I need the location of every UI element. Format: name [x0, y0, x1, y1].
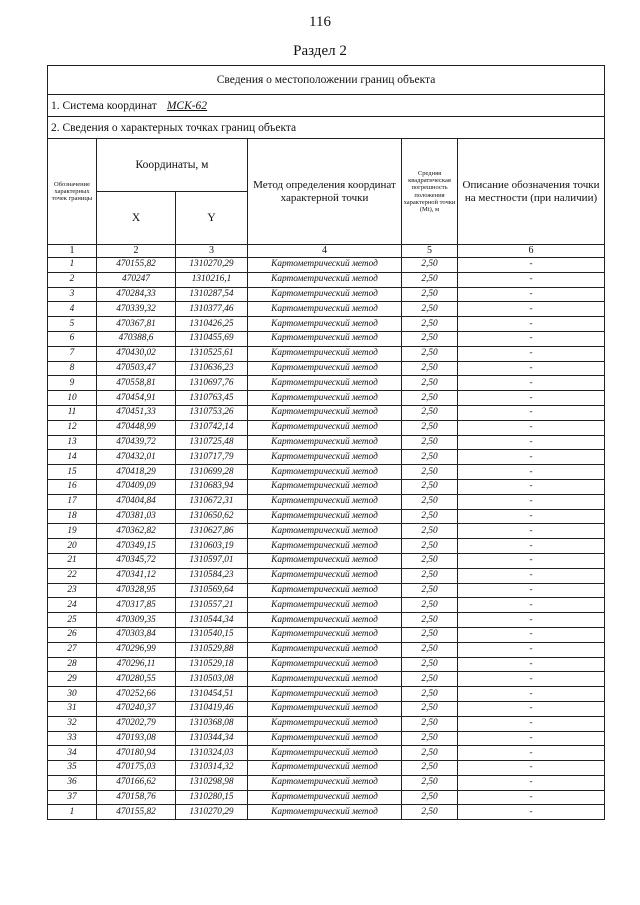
error-cell: 2,50 [402, 701, 458, 716]
coordinate-x: 470439,72 [97, 435, 176, 450]
coordinate-x: 470362,82 [97, 524, 176, 539]
header-point-designation: Обозначение характерных точек границы [48, 139, 97, 245]
description-cell: - [458, 583, 605, 598]
coordinate-x: 470155,82 [97, 805, 176, 820]
coordinate-x: 470202,79 [97, 716, 176, 731]
point-number: 31 [48, 701, 97, 716]
error-cell: 2,50 [402, 761, 458, 776]
error-cell: 2,50 [402, 583, 458, 598]
description-cell: - [458, 598, 605, 613]
method-cell: Картометрический метод [248, 642, 402, 657]
description-cell: - [458, 465, 605, 480]
description-cell: - [458, 361, 605, 376]
table-row [48, 746, 605, 761]
description-cell: - [458, 494, 605, 509]
point-number: 5 [48, 317, 97, 332]
table-row [48, 598, 605, 613]
coordinate-y: 1310597,01 [176, 553, 248, 568]
method-cell: Картометрический метод [248, 761, 402, 776]
coordinate-x: 470155,82 [97, 258, 176, 273]
description-cell: - [458, 420, 605, 435]
table-row [48, 687, 605, 702]
coordinate-y: 1310544,34 [176, 613, 248, 628]
method-cell: Картометрический метод [248, 583, 402, 598]
method-cell: Картометрический метод [248, 539, 402, 554]
method-cell: Картометрический метод [248, 701, 402, 716]
coordinate-y: 1310216,1 [176, 272, 248, 287]
coordinate-y: 1310377,46 [176, 302, 248, 317]
coordinate-x: 470247 [97, 272, 176, 287]
description-cell: - [458, 524, 605, 539]
coordinate-system-row [48, 95, 605, 117]
coordinate-x: 470367,81 [97, 317, 176, 332]
method-cell: Картометрический метод [248, 272, 402, 287]
point-number: 10 [48, 391, 97, 406]
table-row [48, 553, 605, 568]
point-number: 27 [48, 642, 97, 657]
description-cell: - [458, 613, 605, 628]
error-cell: 2,50 [402, 405, 458, 420]
coordinate-y: 1310697,76 [176, 376, 248, 391]
error-cell: 2,50 [402, 331, 458, 346]
error-cell: 2,50 [402, 687, 458, 702]
description-cell: - [458, 479, 605, 494]
error-cell: 2,50 [402, 465, 458, 480]
header-row-1 [48, 139, 605, 192]
error-cell: 2,50 [402, 361, 458, 376]
coordinate-x: 470296,99 [97, 642, 176, 657]
point-number: 1 [48, 805, 97, 820]
coordinate-x: 470430,02 [97, 346, 176, 361]
description-cell: - [458, 258, 605, 273]
table-row [48, 272, 605, 287]
coordinate-x: 470252,66 [97, 687, 176, 702]
method-cell: Картометрический метод [248, 553, 402, 568]
table-row [48, 361, 605, 376]
point-number: 25 [48, 613, 97, 628]
method-cell: Картометрический метод [248, 317, 402, 332]
method-cell: Картометрический метод [248, 361, 402, 376]
coordinate-y: 1310650,62 [176, 509, 248, 524]
coordinate-x: 470309,35 [97, 613, 176, 628]
table-row [48, 346, 605, 361]
error-cell: 2,50 [402, 287, 458, 302]
table-row [48, 613, 605, 628]
point-number: 20 [48, 539, 97, 554]
description-cell: - [458, 627, 605, 642]
method-cell: Картометрический метод [248, 627, 402, 642]
error-cell: 2,50 [402, 524, 458, 539]
coordinate-x: 470345,72 [97, 553, 176, 568]
header-y: Y [176, 192, 248, 245]
error-cell: 2,50 [402, 672, 458, 687]
point-number: 16 [48, 479, 97, 494]
method-cell: Картометрический метод [248, 465, 402, 480]
description-cell: - [458, 391, 605, 406]
description-cell: - [458, 435, 605, 450]
table-row [48, 775, 605, 790]
coordinate-y: 1310298,98 [176, 775, 248, 790]
description-cell: - [458, 317, 605, 332]
coordinate-y: 1310540,15 [176, 627, 248, 642]
error-cell: 2,50 [402, 272, 458, 287]
point-number: 8 [48, 361, 97, 376]
coordinate-y: 1310557,21 [176, 598, 248, 613]
method-cell: Картометрический метод [248, 775, 402, 790]
point-number: 19 [48, 524, 97, 539]
error-cell: 2,50 [402, 346, 458, 361]
table-row [48, 568, 605, 583]
table-row [48, 716, 605, 731]
coordinate-x: 470388,6 [97, 331, 176, 346]
description-cell: - [458, 731, 605, 746]
table-row [48, 405, 605, 420]
coordinate-x: 470341,12 [97, 568, 176, 583]
method-cell: Картометрический метод [248, 613, 402, 628]
table-row [48, 302, 605, 317]
point-number: 21 [48, 553, 97, 568]
method-cell: Картометрический метод [248, 479, 402, 494]
coordinate-y: 1310627,86 [176, 524, 248, 539]
coordinate-x: 470193,08 [97, 731, 176, 746]
coordinate-y: 1310763,45 [176, 391, 248, 406]
table-row [48, 450, 605, 465]
method-cell: Картометрический метод [248, 746, 402, 761]
table-row [48, 627, 605, 642]
point-number: 15 [48, 465, 97, 480]
column-number-row [48, 245, 605, 258]
table-row [48, 761, 605, 776]
description-cell: - [458, 805, 605, 820]
method-cell: Картометрический метод [248, 346, 402, 361]
description-cell: - [458, 687, 605, 702]
coordinate-y: 1310503,08 [176, 672, 248, 687]
method-cell: Картометрический метод [248, 509, 402, 524]
error-cell: 2,50 [402, 627, 458, 642]
coordinate-x: 470451,33 [97, 405, 176, 420]
table-row [48, 805, 605, 820]
method-cell: Картометрический метод [248, 598, 402, 613]
coordinate-y: 1310368,08 [176, 716, 248, 731]
point-number: 26 [48, 627, 97, 642]
description-cell: - [458, 331, 605, 346]
coordinate-y: 1310529,88 [176, 642, 248, 657]
method-cell: Картометрический метод [248, 391, 402, 406]
method-cell: Картометрический метод [248, 435, 402, 450]
coordinate-x: 470432,01 [97, 450, 176, 465]
point-number: 11 [48, 405, 97, 420]
description-cell: - [458, 642, 605, 657]
coordinate-y: 1310344,34 [176, 731, 248, 746]
method-cell: Картометрический метод [248, 331, 402, 346]
coordinate-system-label: 1. Система координат [51, 99, 157, 112]
table-row [48, 790, 605, 805]
table-row [48, 539, 605, 554]
coordinate-x: 470240,37 [97, 701, 176, 716]
table-row [48, 509, 605, 524]
point-number: 29 [48, 672, 97, 687]
method-cell: Картометрический метод [248, 731, 402, 746]
description-cell: - [458, 287, 605, 302]
description-cell: - [458, 761, 605, 776]
coordinate-x: 470303,84 [97, 627, 176, 642]
boundary-points-table [47, 65, 605, 820]
error-cell: 2,50 [402, 391, 458, 406]
method-cell: Картометрический метод [248, 524, 402, 539]
table-title-row [48, 66, 605, 95]
point-number: 3 [48, 287, 97, 302]
coordinate-x: 470503,47 [97, 361, 176, 376]
coordinate-y: 1310455,69 [176, 331, 248, 346]
coordinate-y: 1310742,14 [176, 420, 248, 435]
table-row [48, 524, 605, 539]
point-number: 32 [48, 716, 97, 731]
error-cell: 2,50 [402, 539, 458, 554]
error-cell: 2,50 [402, 509, 458, 524]
column-number: 1 [48, 245, 97, 258]
point-number: 9 [48, 376, 97, 391]
coordinate-y: 1310280,15 [176, 790, 248, 805]
column-number: 4 [248, 245, 402, 258]
coordinate-y: 1310584,23 [176, 568, 248, 583]
coordinate-y: 1310717,79 [176, 450, 248, 465]
coordinate-x: 470339,32 [97, 302, 176, 317]
table-row [48, 317, 605, 332]
point-number: 17 [48, 494, 97, 509]
coordinate-y: 1310454,51 [176, 687, 248, 702]
table-row [48, 583, 605, 598]
table-row [48, 465, 605, 480]
description-cell: - [458, 701, 605, 716]
coordinate-x: 470175,03 [97, 761, 176, 776]
description-cell: - [458, 346, 605, 361]
table-row [48, 657, 605, 672]
point-number: 6 [48, 331, 97, 346]
error-cell: 2,50 [402, 553, 458, 568]
error-cell: 2,50 [402, 479, 458, 494]
table-body [48, 66, 605, 820]
coordinate-y: 1310725,48 [176, 435, 248, 450]
coordinate-y: 1310569,64 [176, 583, 248, 598]
coordinate-y: 1310270,29 [176, 258, 248, 273]
method-cell: Картометрический метод [248, 672, 402, 687]
header-coordinates: Координаты, м [97, 139, 248, 192]
description-cell: - [458, 450, 605, 465]
error-cell: 2,50 [402, 420, 458, 435]
description-cell: - [458, 775, 605, 790]
error-cell: 2,50 [402, 731, 458, 746]
point-number: 30 [48, 687, 97, 702]
coordinate-y: 1310636,23 [176, 361, 248, 376]
error-cell: 2,50 [402, 317, 458, 332]
description-cell: - [458, 672, 605, 687]
coordinate-x: 470448,99 [97, 420, 176, 435]
method-cell: Картометрический метод [248, 790, 402, 805]
coordinate-x: 470349,15 [97, 539, 176, 554]
column-number: 2 [97, 245, 176, 258]
error-cell: 2,50 [402, 302, 458, 317]
coordinate-y: 1310419,46 [176, 701, 248, 716]
error-cell: 2,50 [402, 376, 458, 391]
table-row [48, 376, 605, 391]
header-description: Описание обозначения точки на местности (при наличии) [458, 139, 605, 245]
coordinate-x: 470381,03 [97, 509, 176, 524]
coordinate-x: 470558,81 [97, 376, 176, 391]
description-cell: - [458, 790, 605, 805]
point-number: 36 [48, 775, 97, 790]
error-cell: 2,50 [402, 716, 458, 731]
point-number: 12 [48, 420, 97, 435]
point-number: 24 [48, 598, 97, 613]
point-number: 13 [48, 435, 97, 450]
description-cell: - [458, 657, 605, 672]
description-cell: - [458, 376, 605, 391]
description-cell: - [458, 716, 605, 731]
point-number: 35 [48, 761, 97, 776]
point-number: 2 [48, 272, 97, 287]
coordinate-x: 470317,85 [97, 598, 176, 613]
table-row [48, 258, 605, 273]
table-row [48, 494, 605, 509]
coordinate-x: 470296,11 [97, 657, 176, 672]
error-cell: 2,50 [402, 435, 458, 450]
coordinate-y: 1310426,25 [176, 317, 248, 332]
point-number: 37 [48, 790, 97, 805]
point-number: 33 [48, 731, 97, 746]
method-cell: Картометрический метод [248, 258, 402, 273]
description-cell: - [458, 405, 605, 420]
table-row [48, 701, 605, 716]
description-cell: - [458, 272, 605, 287]
point-number: 23 [48, 583, 97, 598]
method-cell: Картометрический метод [248, 376, 402, 391]
method-cell: Картометрический метод [248, 494, 402, 509]
coordinate-x: 470180,94 [97, 746, 176, 761]
coordinate-x: 470454,91 [97, 391, 176, 406]
method-cell: Картометрический метод [248, 716, 402, 731]
coordinate-y: 1310287,54 [176, 287, 248, 302]
table-row [48, 287, 605, 302]
error-cell: 2,50 [402, 790, 458, 805]
description-cell: - [458, 746, 605, 761]
coordinate-x: 470166,62 [97, 775, 176, 790]
section-title: Раздел 2 [293, 43, 347, 59]
error-cell: 2,50 [402, 746, 458, 761]
error-cell: 2,50 [402, 642, 458, 657]
column-number: 3 [176, 245, 248, 258]
coordinate-x: 470280,55 [97, 672, 176, 687]
table-row [48, 391, 605, 406]
coordinate-y: 1310529,18 [176, 657, 248, 672]
column-number: 5 [402, 245, 458, 258]
coordinate-y: 1310753,26 [176, 405, 248, 420]
header-x: X [97, 192, 176, 245]
error-cell: 2,50 [402, 657, 458, 672]
points-info-row [48, 117, 605, 139]
description-cell: - [458, 553, 605, 568]
coordinate-y: 1310603,19 [176, 539, 248, 554]
point-number: 18 [48, 509, 97, 524]
description-cell: - [458, 539, 605, 554]
method-cell: Картометрический метод [248, 420, 402, 435]
coordinate-y: 1310525,61 [176, 346, 248, 361]
error-cell: 2,50 [402, 568, 458, 583]
table-title: Сведения о местоположении границ объекта [48, 66, 605, 95]
coordinate-y: 1310324,03 [176, 746, 248, 761]
table-row [48, 435, 605, 450]
error-cell: 2,50 [402, 613, 458, 628]
header-method: Метод определения координат характерной точки [248, 139, 402, 245]
method-cell: Картометрический метод [248, 805, 402, 820]
point-number: 7 [48, 346, 97, 361]
error-cell: 2,50 [402, 450, 458, 465]
point-number: 1 [48, 258, 97, 273]
coordinate-x: 470284,33 [97, 287, 176, 302]
table-row [48, 420, 605, 435]
error-cell: 2,50 [402, 258, 458, 273]
method-cell: Картометрический метод [248, 302, 402, 317]
header-error: Средняя квадратическая погрешность положения характерной точки (Mt), м [402, 139, 458, 245]
coordinate-x: 470409,09 [97, 479, 176, 494]
coordinate-y: 1310672,31 [176, 494, 248, 509]
method-cell: Картометрический метод [248, 657, 402, 672]
coordinate-x: 470404,84 [97, 494, 176, 509]
coordinate-x: 470328,95 [97, 583, 176, 598]
point-number: 22 [48, 568, 97, 583]
point-number: 34 [48, 746, 97, 761]
description-cell: - [458, 568, 605, 583]
table-row [48, 731, 605, 746]
method-cell: Картометрический метод [248, 450, 402, 465]
description-cell: - [458, 509, 605, 524]
point-number: 4 [48, 302, 97, 317]
error-cell: 2,50 [402, 494, 458, 509]
points-info-label: 2. Сведения о характерных точках границ объекта [48, 117, 605, 139]
table-row [48, 479, 605, 494]
coordinate-system-value: МСК-62 [166, 99, 208, 112]
point-number: 14 [48, 450, 97, 465]
coordinate-y: 1310699,28 [176, 465, 248, 480]
point-number: 28 [48, 657, 97, 672]
coordinate-x: 470418,29 [97, 465, 176, 480]
error-cell: 2,50 [402, 775, 458, 790]
method-cell: Картометрический метод [248, 287, 402, 302]
table-row [48, 331, 605, 346]
method-cell: Картометрический метод [248, 568, 402, 583]
description-cell: - [458, 302, 605, 317]
page-number: 116 [309, 14, 331, 30]
coordinate-y: 1310270,29 [176, 805, 248, 820]
coordinate-x: 470158,76 [97, 790, 176, 805]
method-cell: Картометрический метод [248, 405, 402, 420]
coordinate-y: 1310683,94 [176, 479, 248, 494]
coordinate-y: 1310314,32 [176, 761, 248, 776]
error-cell: 2,50 [402, 598, 458, 613]
method-cell: Картометрический метод [248, 687, 402, 702]
column-number: 6 [458, 245, 605, 258]
table-row [48, 672, 605, 687]
table-row [48, 642, 605, 657]
error-cell: 2,50 [402, 805, 458, 820]
